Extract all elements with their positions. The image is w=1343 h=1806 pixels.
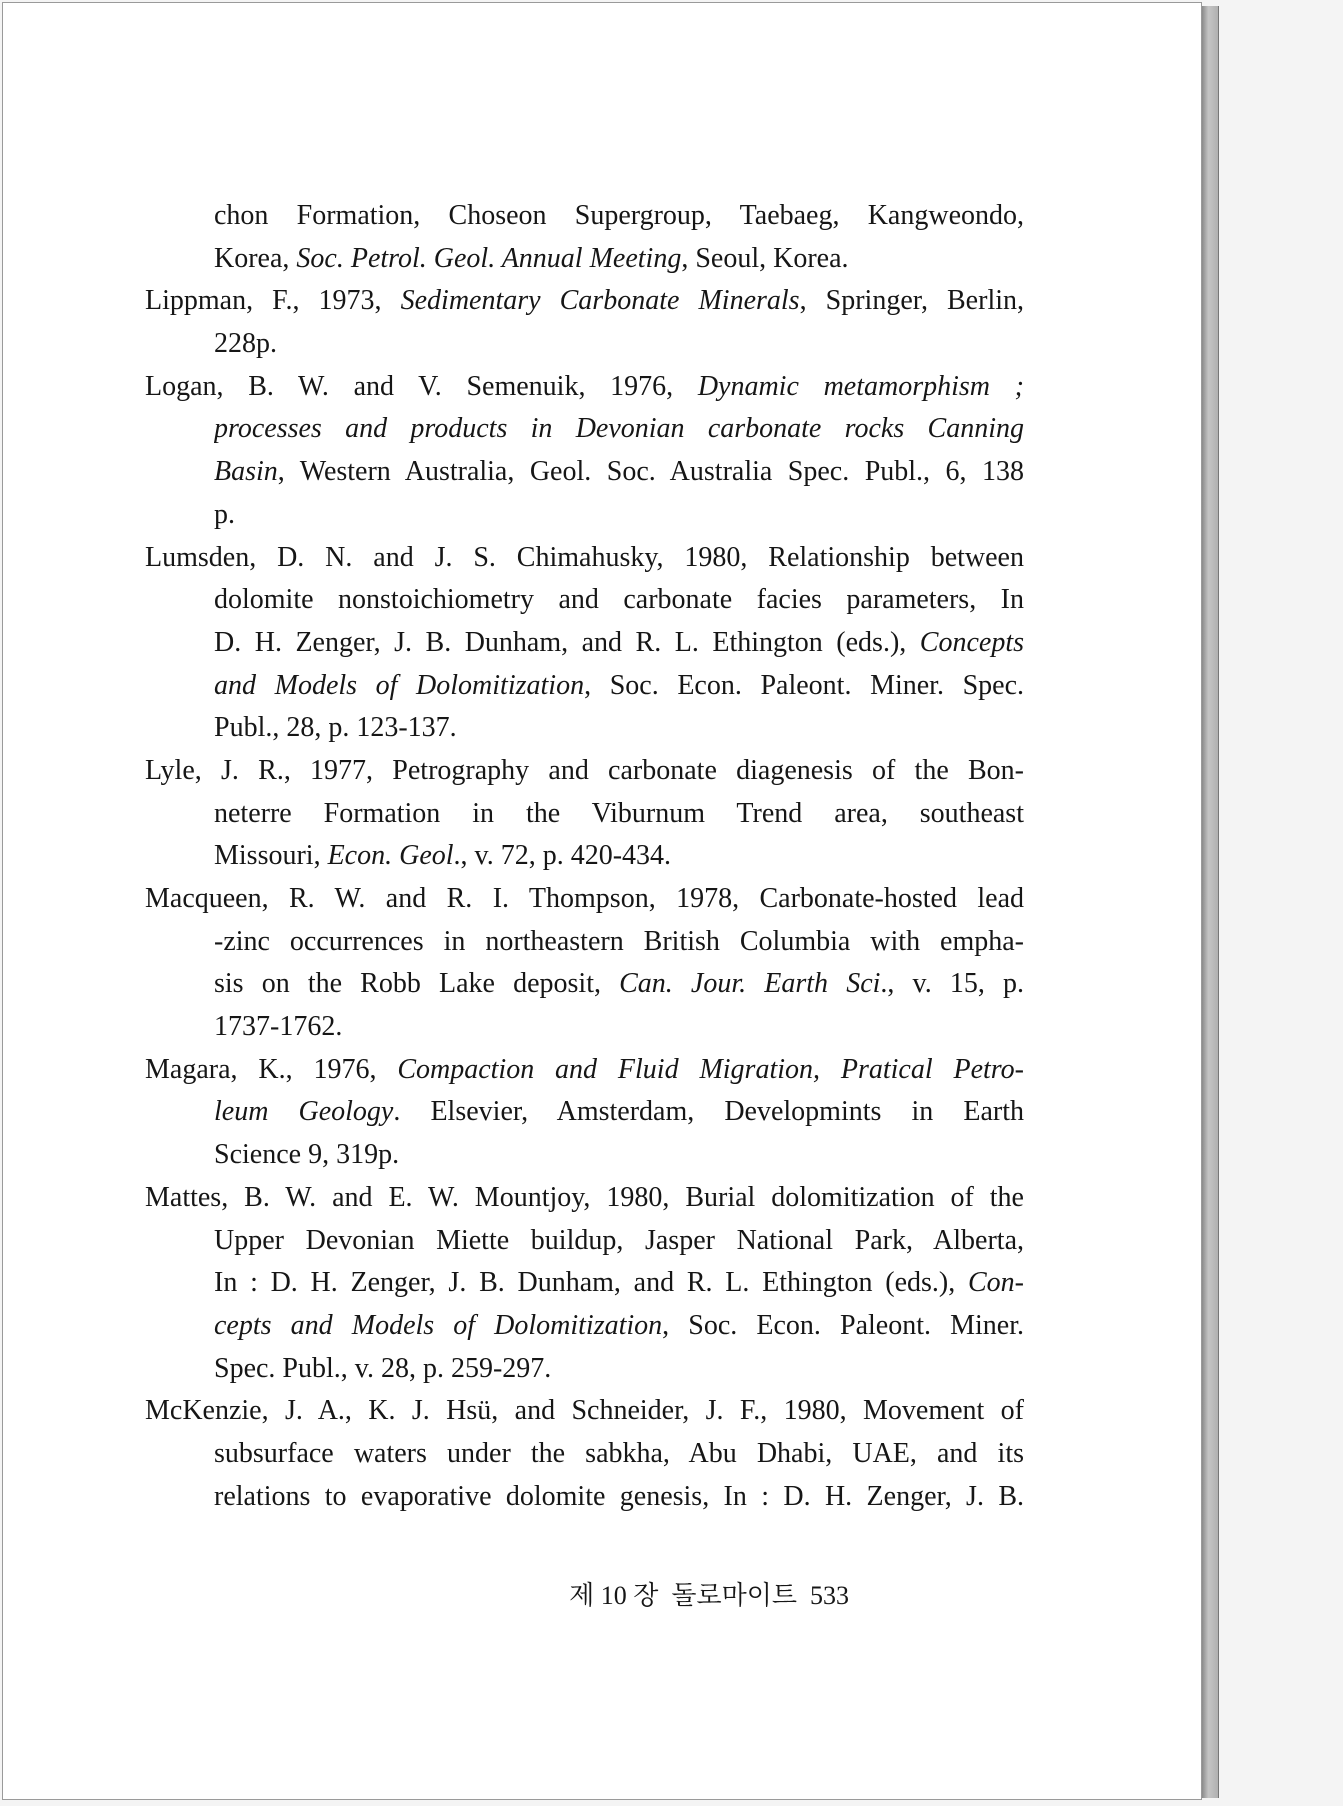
reference-text: Publ., 28, p. 123-137. (214, 712, 457, 744)
reference-text: . Elsevier, Amsterdam, Developmints in Earth (393, 1096, 1024, 1128)
reference-text: Lumsden, D. N. and J. S. Chimahusky, 1980, Relationship between (145, 541, 1024, 573)
reference-line (214, 793, 1024, 836)
reference-text: Science 9, 319p. (214, 1139, 400, 1171)
reference-line (214, 1476, 1024, 1519)
italic-title-text: Concepts (919, 626, 1024, 658)
reference-entry (145, 366, 1024, 537)
reference-line (214, 238, 1024, 281)
reference-line (145, 1049, 1024, 1092)
reference-line (145, 1390, 1024, 1433)
italic-title-text: Sedimentary Carbonate Minerals (400, 285, 800, 317)
footer-chapter: 제 10 장 (569, 1581, 659, 1610)
reference-line (145, 1177, 1024, 1220)
reference-text: In : D. H. Zenger, J. B. Dunham, and R. L. Ethington (eds.), (214, 1267, 968, 1299)
reference-text: , Springer, Berlin, (799, 285, 1024, 317)
reference-text: D. H. Zenger, J. B. Dunham, and R. L. Ethington (eds.), (214, 626, 920, 658)
reference-entry (145, 1177, 1024, 1390)
reference-text: , Soc. Econ. Paleont. Miner. Spec. (584, 669, 1024, 701)
reference-line (145, 280, 1024, 323)
reference-line (214, 1091, 1024, 1134)
reference-line (145, 750, 1024, 793)
page-number: 533 (810, 1581, 849, 1610)
reference-text: Korea, (214, 242, 297, 274)
reference-entry (145, 878, 1024, 1049)
reference-line (214, 1006, 1024, 1049)
footer-title: 돌로마이트 (671, 1581, 797, 1610)
reference-line (214, 622, 1024, 665)
reference-text: 228p. (214, 328, 277, 360)
reference-text: , Western Australia, Geol. Soc. Australia Spec. Publ., 6, 138 (277, 456, 1024, 488)
document-page (2, 2, 1202, 1800)
reference-entry (145, 195, 1024, 280)
italic-title-text: Soc. Petrol. Geol. Annual Meeting (296, 242, 682, 274)
page-edge-shadow (1202, 6, 1219, 1798)
reference-text: Spec. Publ., v. 28, p. 259-297. (214, 1352, 552, 1384)
reference-entry (145, 280, 1024, 365)
italic-title-text: Econ. Geol (327, 840, 454, 872)
reference-line (145, 878, 1024, 921)
reference-text: sis on the Robb Lake deposit, (214, 968, 620, 1000)
reference-line (214, 195, 1024, 238)
reference-text: Lippman, F., 1973, (145, 285, 401, 317)
reference-text: ., v. 72, p. 420-434. (453, 840, 672, 872)
reference-text: Magara, K., 1976, (145, 1053, 398, 1085)
italic-title-text: Can. Jour. Earth Sci (619, 968, 881, 1000)
reference-line (214, 451, 1024, 494)
italic-title-text: cepts and Models of Dolomitization (214, 1309, 663, 1341)
reference-line (214, 1220, 1024, 1263)
italic-title-text: Dynamic metamorphism ; (697, 370, 1024, 402)
reference-text: chon Formation, Choseon Supergroup, Taebaeg, Kangweondo, (214, 200, 1024, 231)
reference-text: ., v. 15, p. (880, 968, 1024, 1000)
reference-entry (145, 1390, 1024, 1518)
reference-text: dolomite nonstoichiometry and carbonate facies parameters, In (214, 584, 1024, 616)
reference-text: , Seoul, Korea. (681, 242, 849, 274)
reference-text: 1737-1762. (214, 1011, 343, 1043)
italic-title-text: Compaction and Fluid Migration, Pratical Petro- (397, 1053, 1024, 1085)
reference-text: Missouri, (214, 840, 328, 872)
reference-line (214, 665, 1024, 708)
reference-entry (145, 1049, 1024, 1177)
reference-text: , Soc. Econ. Paleont. Miner. (662, 1309, 1024, 1341)
reference-text: McKenzie, J. A., K. J. Hsü, and Schneider, J. F., 1980, Movement of (145, 1395, 1024, 1427)
reference-text: subsurface waters under the sabkha, Abu Dhabi, UAE, and its (214, 1437, 1024, 1469)
reference-entry (145, 750, 1024, 878)
reference-line (214, 323, 1024, 366)
reference-line (214, 963, 1024, 1006)
reference-text: Macqueen, R. W. and R. I. Thompson, 1978, Carbonate-hosted lead (145, 883, 1024, 914)
italic-title-text: and Models of Dolomitization (214, 669, 585, 701)
reference-text: p. (214, 498, 235, 530)
reference-line (214, 408, 1024, 451)
reference-line (214, 1433, 1024, 1476)
reference-text: neterre Formation in the Viburnum Trend area, southeast (214, 797, 1024, 829)
reference-line (214, 835, 1024, 878)
reference-line (214, 1134, 1024, 1177)
italic-title-text: Con- (968, 1267, 1024, 1299)
reference-line (214, 579, 1024, 622)
reference-line (214, 1348, 1024, 1391)
reference-text: Logan, B. W. and V. Semenuik, 1976, (145, 370, 698, 402)
reference-line (145, 537, 1024, 580)
reference-entry (145, 537, 1024, 750)
reference-text: relations to evaporative dolomite genesis, In : D. H. Zenger, J. B. (214, 1480, 1024, 1512)
reference-line (214, 1262, 1024, 1305)
reference-line (214, 707, 1024, 750)
reference-text: Upper Devonian Miette buildup, Jasper National Park, Alberta, (214, 1224, 1024, 1256)
reference-text: Mattes, B. W. and E. W. Mountjoy, 1980, Burial dolomitization of the (145, 1181, 1024, 1213)
reference-line (214, 494, 1024, 537)
reference-list (145, 195, 1024, 1518)
reference-line (145, 366, 1024, 409)
italic-title-text: Basin (214, 456, 278, 488)
italic-title-text: leum Geology (214, 1096, 394, 1128)
italic-title-text: processes and products in Devonian carbonate rocks Canning (214, 413, 1024, 445)
reference-line (214, 921, 1024, 964)
reference-line (214, 1305, 1024, 1348)
page-footer (569, 1575, 849, 1612)
reference-text: Lyle, J. R., 1977, Petrography and carbonate diagenesis of the Bon- (145, 754, 1024, 786)
reference-text: -zinc occurrences in northeastern British Columbia with empha- (214, 925, 1024, 957)
